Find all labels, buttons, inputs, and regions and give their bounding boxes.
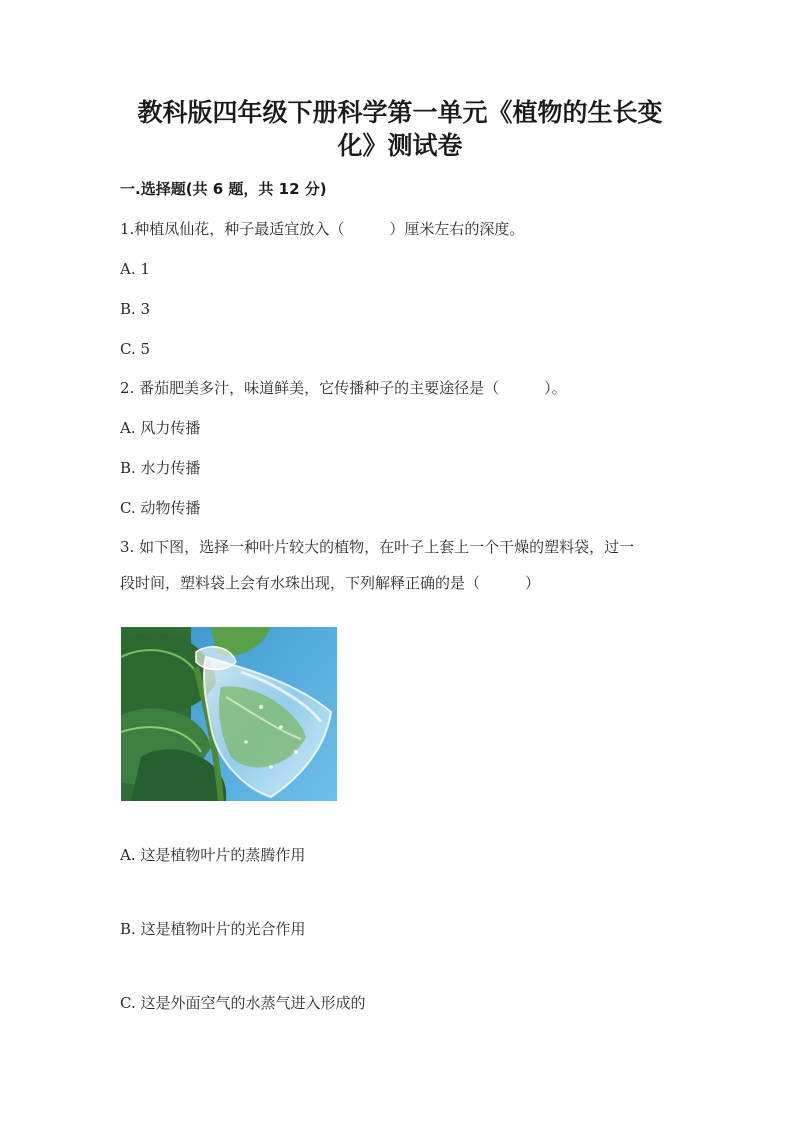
- leaf-in-plastic-bag-icon: [121, 627, 337, 801]
- section-heading: 一.选择题(共 6 题，共 12 分): [120, 180, 327, 198]
- question-3-stem-line-2: 段时间，塑料袋上会有水珠出现，下列解释正确的是（ ）: [120, 574, 541, 592]
- question-3-option-b: B. 这是植物叶片的光合作用: [120, 920, 306, 938]
- question-2-option-a: A. 风力传播: [120, 419, 201, 437]
- leaf-in-plastic-bag-photo: [121, 627, 337, 801]
- question-2-option-b: B. 水力传播: [120, 459, 201, 477]
- question-1-option-c: C. 5: [120, 340, 151, 358]
- question-1-option-b: B. 3: [120, 300, 151, 318]
- question-3-option-a: A. 这是植物叶片的蒸腾作用: [120, 846, 306, 864]
- page-title-line-2: 化》测试卷: [337, 131, 463, 160]
- question-2-stem: 2. 番茄肥美多汁，味道鲜美，它传播种子的主要途径是（ ）。: [120, 379, 567, 397]
- question-1-option-a: A. 1: [120, 260, 150, 278]
- question-3-stem-line-1: 3. 如下图，选择一种叶片较大的植物，在叶子上套上一个干燥的塑料袋，过一: [120, 538, 635, 556]
- question-3-option-c: C. 这是外面空气的水蒸气进入形成的: [120, 994, 366, 1012]
- page-title-line-1: 教科版四年级下册科学第一单元《植物的生长变: [137, 98, 663, 127]
- question-2-option-c: C. 动物传播: [120, 499, 201, 517]
- question-1-stem: 1.种植凤仙花，种子最适宜放入（ ）厘米左右的深度。: [120, 220, 525, 238]
